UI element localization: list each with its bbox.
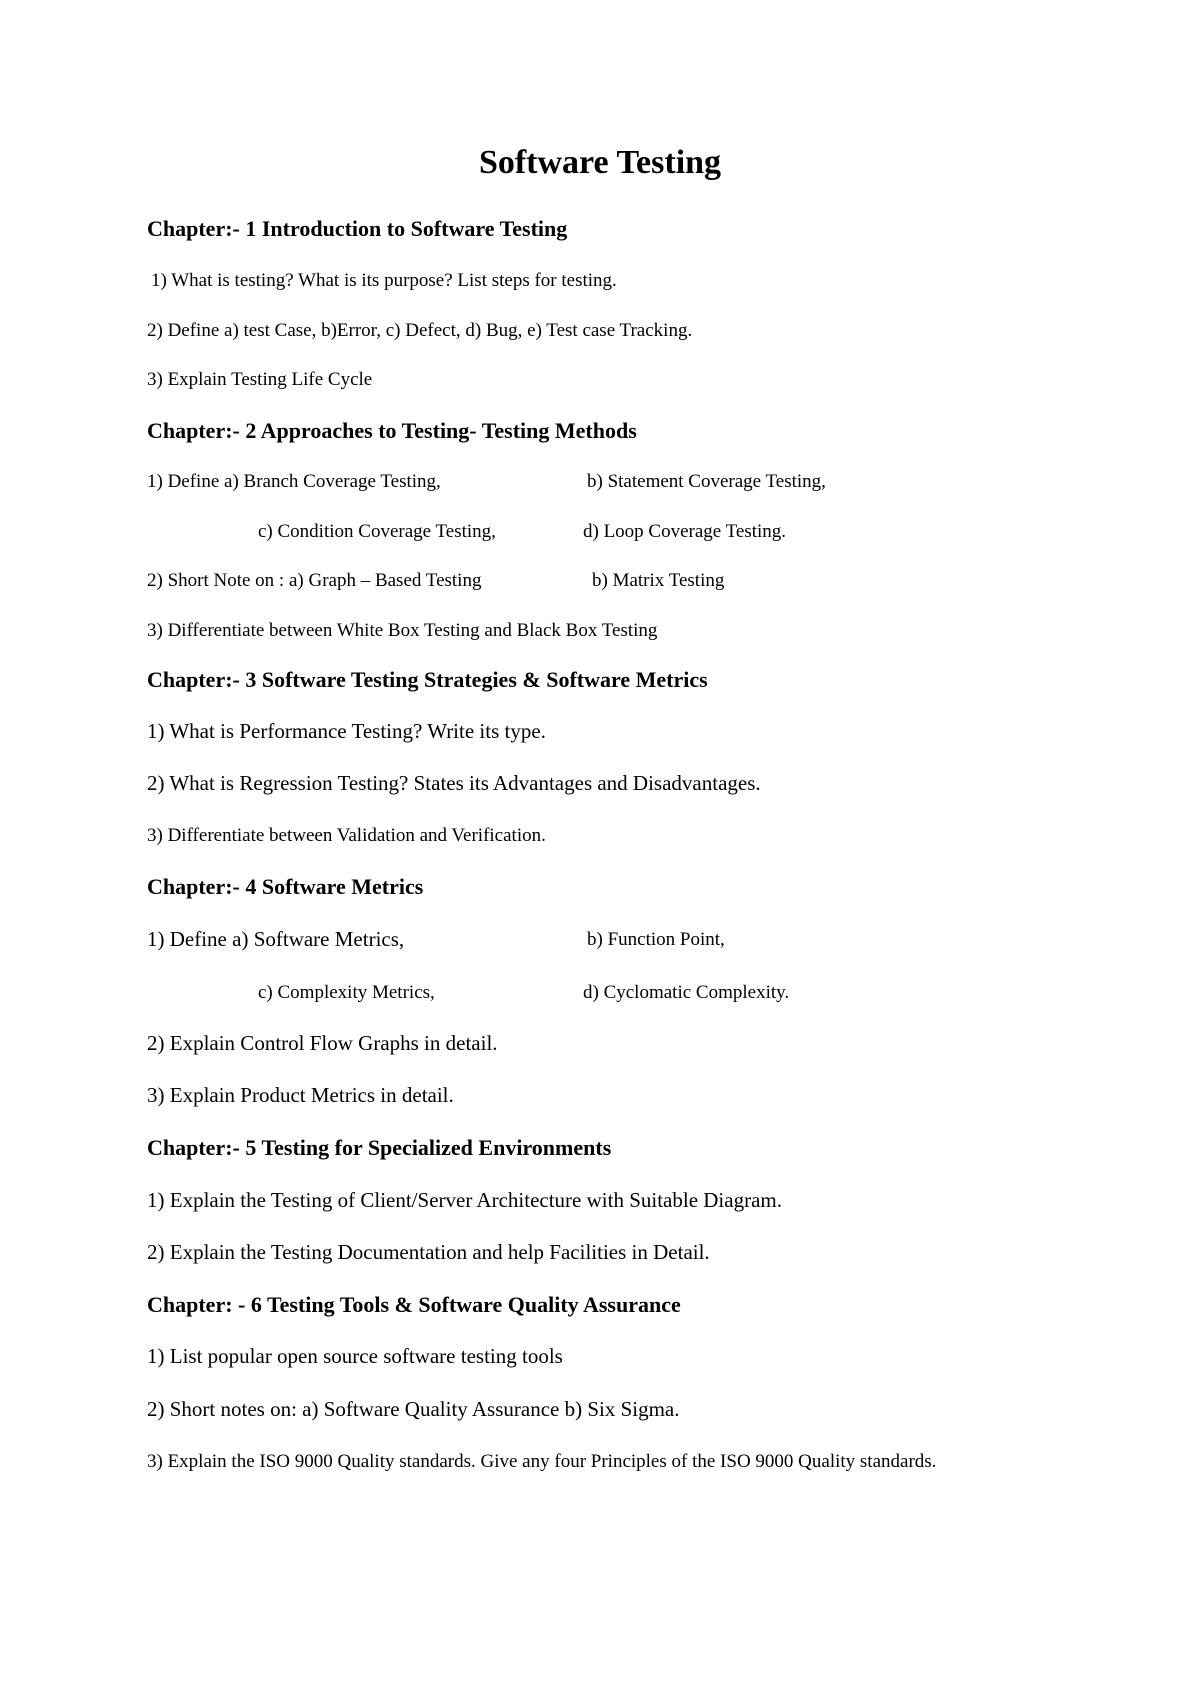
chapter-5-question-2: 2) Explain the Testing Documentation and help Facilities in Detail. <box>147 1240 710 1264</box>
chapter-2-define-d: d) Loop Coverage Testing. <box>583 521 787 542</box>
chapter-4-define-a: 1) Define a) Software Metrics, <box>147 927 405 951</box>
chapter-4-heading: Chapter:- 4 Software Metrics <box>147 874 424 899</box>
chapter-2-define-a: 1) Define a) Branch Coverage Testing, <box>147 471 441 492</box>
chapter-4-question-2: 2) Explain Control Flow Graphs in detail. <box>147 1031 498 1055</box>
chapter-4-define-b: b) Function Point, <box>587 929 725 950</box>
chapter-2-define-b: b) Statement Coverage Testing, <box>587 471 826 492</box>
chapter-6-question-1: 1) List popular open source software testing tools <box>147 1344 563 1368</box>
chapter-3-question-3: 3) Differentiate between Validation and Verification. <box>147 825 546 846</box>
chapter-4-question-3: 3) Explain Product Metrics in detail. <box>147 1083 454 1107</box>
chapter-4-define-c: c) Complexity Metrics, <box>258 982 435 1003</box>
chapter-3-heading: Chapter:- 3 Software Testing Strategies & Software Metrics <box>147 667 708 692</box>
chapter-2-short-note-b: b) Matrix Testing <box>592 570 725 591</box>
document-title: Software Testing <box>478 144 722 181</box>
chapter-5-question-1: 1) Explain the Testing of Client/Server Architecture with Suitable Diagram. <box>147 1188 782 1212</box>
chapter-2-question-3: 3) Differentiate between White Box Testing and Black Box Testing <box>147 620 658 641</box>
chapter-2-define-c: c) Condition Coverage Testing, <box>258 521 496 542</box>
chapter-5-heading: Chapter:- 5 Testing for Specialized Environments <box>147 1135 612 1160</box>
chapter-2-short-note-a: 2) Short Note on : a) Graph – Based Testing <box>147 570 482 591</box>
chapter-3-question-2: 2) What is Regression Testing? States its Advantages and Disadvantages. <box>147 771 761 795</box>
chapter-1-question-2: 2) Define a) test Case, b)Error, c) Defect, d) Bug, e) Test case Tracking. <box>147 320 693 341</box>
chapter-6-heading: Chapter: - 6 Testing Tools & Software Quality Assurance <box>147 1292 681 1317</box>
chapter-1-question-1: 1) What is testing? What is its purpose? List steps for testing. <box>151 270 617 291</box>
chapter-3-question-1: 1) What is Performance Testing? Write its type. <box>147 719 546 743</box>
chapter-2-heading: Chapter:- 2 Approaches to Testing- Testing Methods <box>147 418 637 443</box>
chapter-1-question-3: 3) Explain Testing Life Cycle <box>147 369 373 390</box>
chapter-6-question-2: 2) Short notes on: a) Software Quality Assurance b) Six Sigma. <box>147 1397 680 1421</box>
chapter-1-heading: Chapter:- 1 Introduction to Software Testing <box>147 216 568 241</box>
chapter-6-question-3: 3) Explain the ISO 9000 Quality standards. Give any four Principles of the ISO 9000 Quality standards. <box>147 1451 937 1472</box>
chapter-4-define-d: d) Cyclomatic Complexity. <box>583 982 790 1003</box>
